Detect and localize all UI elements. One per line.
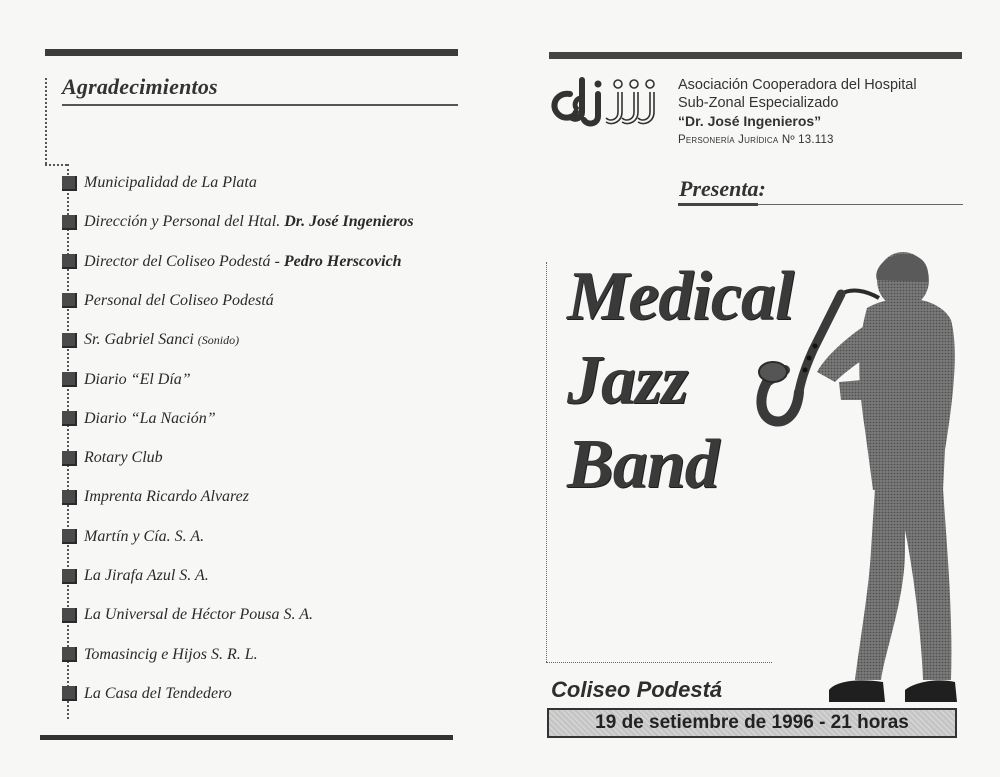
thanks-item	[62, 604, 313, 626]
bullet-icon	[62, 608, 77, 623]
thanks-item	[62, 369, 191, 391]
thanks-item-text: Imprenta Ricardo Alvarez	[84, 488, 250, 506]
bullet-icon	[62, 254, 77, 269]
association-subtitle: Sub-Zonal Especializado	[678, 95, 839, 111]
thanks-item-bold: Pedro Herscovich	[283, 252, 402, 270]
thanks-item-text: Sr. Gabriel Sanci	[84, 331, 198, 349]
thanks-item	[62, 408, 216, 430]
thanks-item-text: Tomasincig e Hijos S. R. L.	[84, 645, 258, 663]
thanks-item-text: Rotary Club	[84, 449, 163, 467]
bullet-icon	[62, 451, 77, 466]
thanks-item	[62, 565, 209, 587]
thanks-item	[62, 251, 402, 273]
thanks-item-note: (Sonido)	[197, 332, 240, 347]
presenta-rule	[678, 203, 758, 206]
thanks-item-text: La Casa del Tendedero	[84, 684, 232, 702]
association-name: Asociación Cooperadora del Hospital	[678, 77, 917, 93]
bullet-icon	[62, 176, 77, 191]
bullet-icon	[62, 333, 77, 348]
thanks-item-bold: Dr. José Ingenieros	[284, 213, 414, 231]
bullet-icon	[62, 215, 77, 230]
title-frame	[546, 262, 547, 662]
event-date-banner: 19 de setiembre de 1996 - 21 horas	[547, 708, 957, 738]
thanks-item-text: La Jirafa Azul S. A.	[84, 567, 209, 584]
thanks-item-text: Personal del Coliseo Podestá	[84, 291, 274, 309]
thanks-item-text: Municipalidad de La Plata	[84, 174, 257, 191]
bullet-icon	[62, 293, 77, 308]
thanks-item	[62, 172, 257, 194]
thanks-heading: Agradecimientos	[62, 74, 218, 99]
thanks-item-text: Dirección y Personal del Htal.	[84, 213, 285, 231]
thanks-item	[62, 290, 274, 312]
thanks-item-text: Martín y Cía. S. A.	[84, 527, 205, 545]
saxophonist-icon	[755, 250, 965, 710]
presenta-rule	[758, 204, 963, 205]
thanks-item-text: La Universal de Héctor Pousa S. A.	[84, 606, 314, 624]
band-title-line: Medical	[567, 258, 794, 335]
presenta-label: Presenta:	[679, 176, 766, 201]
title-frame	[546, 662, 772, 663]
thanks-item-text: Diario “El Día”	[84, 370, 191, 388]
legal-registration: Personería Jurídica Nº 13.113	[678, 134, 834, 146]
top-rule	[549, 52, 962, 59]
bullet-icon	[62, 569, 77, 584]
logo-icon	[548, 72, 666, 128]
band-title-line: Band	[567, 426, 719, 503]
band-title-line: Jazz	[567, 342, 688, 419]
bullet-icon	[62, 686, 77, 701]
thanks-item	[62, 526, 204, 548]
thanks-item-text: Diario “La Nación”	[84, 409, 216, 427]
bullet-icon	[62, 529, 77, 544]
thanks-item	[62, 211, 414, 233]
thanks-item	[62, 447, 163, 469]
bottom-rule	[40, 735, 453, 740]
hospital-name: “Dr. José Ingenieros”	[678, 113, 822, 129]
bullet-icon	[62, 490, 77, 505]
bullet-icon	[62, 411, 77, 426]
thanks-item	[62, 329, 239, 351]
bullet-icon	[62, 647, 77, 662]
bullet-icon	[62, 372, 77, 387]
thanks-item	[62, 683, 232, 705]
thanks-item	[62, 486, 249, 508]
venue-name: Coliseo Podestá	[551, 677, 723, 702]
thanks-item	[62, 644, 258, 666]
thanks-item-text: Director del Coliseo Podestá -	[84, 252, 284, 270]
